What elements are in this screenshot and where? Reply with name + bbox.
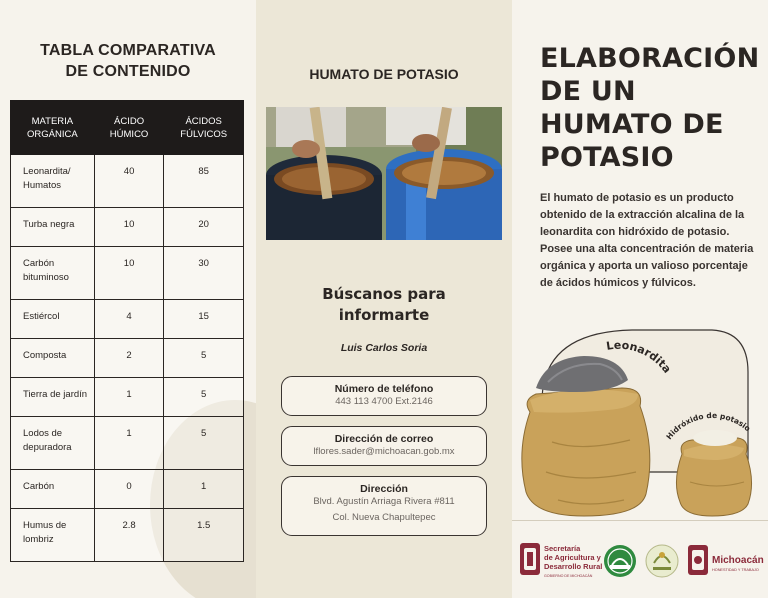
hidroxido-label: Hidróxido de potasio — [664, 410, 753, 442]
sader-shield-icon — [520, 543, 540, 575]
cell-fulvicos: 20 — [164, 208, 244, 247]
cta-line1: Búscanos para — [322, 285, 446, 303]
email-value[interactable]: lflores.sader@michoacan.gob.mx — [313, 446, 455, 457]
address-line1: Blvd. Agustín Arriaga Rivera #811 — [313, 496, 455, 507]
table-title — [0, 40, 256, 82]
table-header-row — [11, 101, 244, 155]
logo-strip — [512, 520, 768, 598]
leonardita-label: Leonardita — [605, 338, 674, 376]
cell-material: Lodos de depuradora — [11, 417, 95, 470]
cell-material: Humus de lombriz — [11, 509, 95, 562]
cell-fulvicos: 30 — [164, 247, 244, 300]
cell-humico: 2.8 — [94, 509, 164, 562]
michoacan-name: Michoacán — [712, 555, 764, 566]
table-title-line1: TABLA COMPARATIVA — [40, 42, 216, 59]
cell-fulvicos: 5 — [164, 339, 244, 378]
cell-fulvicos: 5 — [164, 417, 244, 470]
table-row — [11, 470, 244, 509]
table-row — [11, 339, 244, 378]
table-title-line2: DE CONTENIDO — [65, 63, 191, 80]
middle-panel-title: HUMATO DE POTASIO — [309, 66, 459, 82]
cell-material: Carbón — [11, 470, 95, 509]
main-title-line1: ELABORACIÓN — [540, 43, 760, 74]
table-row — [11, 155, 244, 208]
table-row — [11, 417, 244, 470]
header-materia: MATERIA ORGÁNICA — [11, 101, 95, 155]
michoacan-shield-icon — [688, 545, 708, 575]
cell-humico: 1 — [94, 417, 164, 470]
phone-label: Número de teléfono — [334, 383, 434, 395]
header-acido-humico: ÁCIDO HÚMICO — [94, 101, 164, 155]
header-acidos-fulvicos: ÁCIDOS FÚLVICOS — [164, 101, 244, 155]
table-row — [11, 509, 244, 562]
cell-material: Leonardita/ Humatos — [11, 155, 95, 208]
cell-humico: 10 — [94, 208, 164, 247]
address-label: Dirección — [360, 483, 408, 495]
cell-fulvicos: 85 — [164, 155, 244, 208]
green-circle-logo-icon — [604, 545, 636, 577]
sader-name-line3: Desarrollo Rural — [544, 562, 603, 571]
sacks-illustration — [512, 322, 768, 518]
cream-circle-logo-icon — [646, 545, 678, 577]
table-row — [11, 300, 244, 339]
main-title — [540, 42, 760, 174]
cell-humico: 2 — [94, 339, 164, 378]
cell-fulvicos: 1 — [164, 470, 244, 509]
michoacan-subtitle: HONESTIDAD Y TRABAJO — [712, 568, 759, 572]
table-row — [11, 378, 244, 417]
cell-material: Estiércol — [11, 300, 95, 339]
email-label: Dirección de correo — [334, 433, 434, 445]
sader-name-line2: de Agricultura y — [544, 553, 601, 562]
sader-name-line1: Secretaría — [544, 544, 581, 553]
cell-humico: 40 — [94, 155, 164, 208]
cell-material: Composta — [11, 339, 95, 378]
table-row — [11, 208, 244, 247]
phone-box — [281, 376, 487, 416]
cell-material: Turba negra — [11, 208, 95, 247]
main-title-line3: HUMATO DE — [540, 109, 724, 140]
cell-fulvicos: 1.5 — [164, 509, 244, 562]
cell-humico: 0 — [94, 470, 164, 509]
table-row — [11, 247, 244, 300]
cell-humico: 4 — [94, 300, 164, 339]
sader-subtitle: GOBIERNO DE MICHOACÁN — [544, 574, 593, 578]
cta-heading — [256, 284, 512, 326]
address-box — [281, 476, 487, 536]
phone-value[interactable]: 443 113 4700 Ext.2146 — [335, 396, 433, 407]
main-title-line4: POTASIO — [540, 142, 674, 173]
email-box — [281, 426, 487, 466]
barrels-photo — [266, 107, 502, 240]
address-line2: Col. Nueva Chapultepec — [332, 512, 436, 523]
cell-material: Tierra de jardín — [11, 378, 95, 417]
cta-line2: informarte — [338, 306, 430, 324]
cell-humico: 10 — [94, 247, 164, 300]
comparison-table — [10, 100, 244, 562]
main-title-line2: DE UN — [540, 76, 636, 107]
cell-fulvicos: 5 — [164, 378, 244, 417]
description: El humato de potasio es un producto obtenido de la extracción alcalina de la leonardita con hidróxido de potasio. Posee una alta concentración de materia orgánica y aporta un valioso porcentaje de ácidos húmicos y fúlvicos. — [540, 192, 754, 289]
cell-material: Carbón bituminoso — [11, 247, 95, 300]
contact-name: Luis Carlos Soria — [340, 342, 428, 354]
cell-fulvicos: 15 — [164, 300, 244, 339]
cell-humico: 1 — [94, 378, 164, 417]
